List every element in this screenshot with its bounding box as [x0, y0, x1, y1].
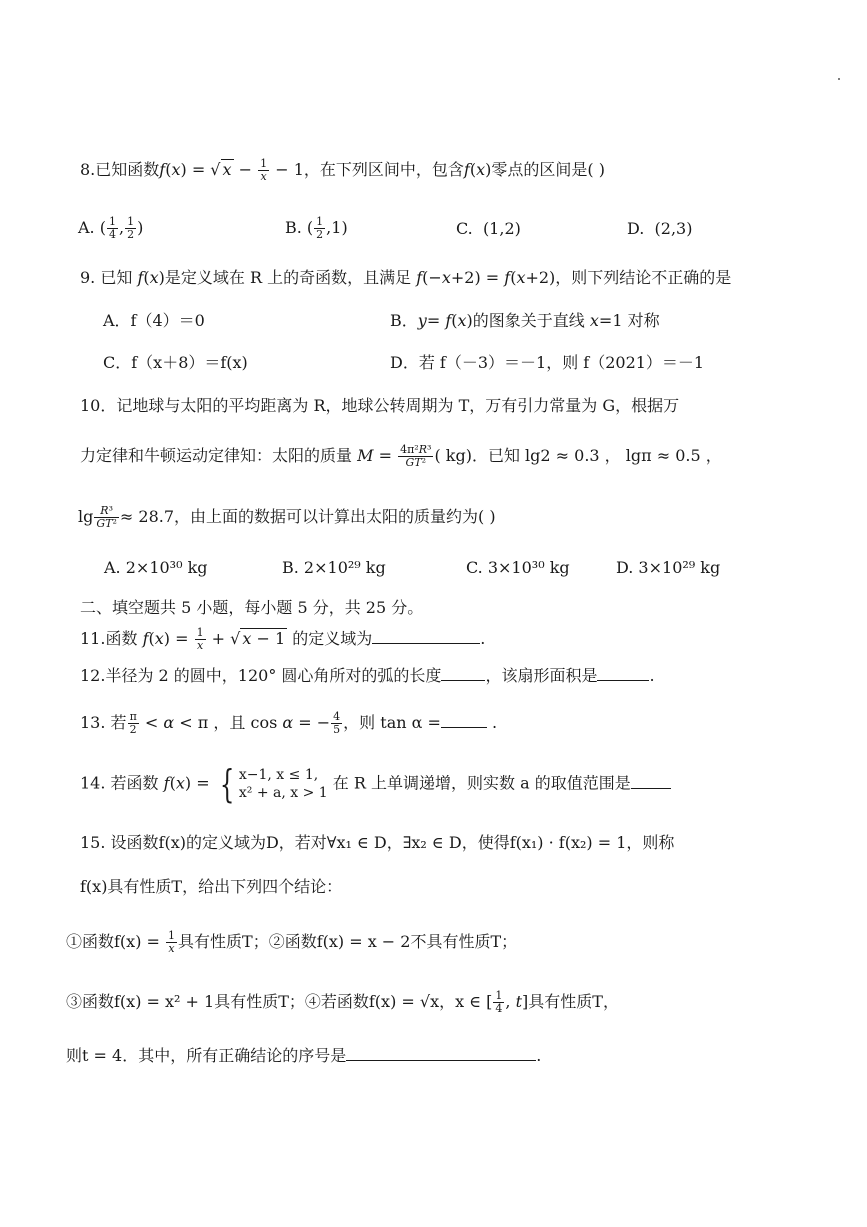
q10-option-c: C. 3×10³⁰ kg — [466, 558, 570, 577]
question-14: 14. 若函数 f(x) = { x−1, x ≤ 1, x² + a, x > 1 在 R 上单调递增，则实数 a 的取值范围是 — [80, 764, 671, 804]
q8-option-d: D. (2,3) — [627, 219, 693, 238]
answer-blank-12a[interactable] — [441, 664, 485, 681]
answer-blank-13[interactable] — [441, 711, 487, 728]
fraction-1-over-x: $\frac{1}{x}$ — [260, 157, 268, 183]
question-10-line1: 10．记地球与太阳的平均距离为 R，地球公转周期为 T，万有引力常量为 G，根据万 — [80, 396, 680, 415]
q9-option-d: D．若 f（－3）＝－1，则 f（2021）＝－1 — [390, 353, 705, 372]
mass-formula: $\frac{\text{4π²R³}}{\text{GT²}}$ — [400, 443, 432, 469]
answer-blank-11[interactable] — [372, 627, 480, 644]
q8-option-a: A. ( $\frac{1}{4}$ , $\frac{1}{2}$ ) — [78, 215, 144, 241]
question-15-line2: f(x)具有性质T，给出下列四个结论： — [80, 877, 343, 896]
answer-blank-12b[interactable] — [597, 664, 649, 681]
q8-option-c: C. (1,2) — [456, 219, 521, 238]
q10-option-b: B. 2×10²⁹ kg — [282, 558, 386, 577]
question-9: 9. 已知 f(x)是定义域在 R 上的奇函数，且满足 f(−x+2) = f(x+2)，则下列结论不正确的是 — [80, 268, 732, 287]
q9-option-c: C．f（x＋8）＝f(x) — [103, 353, 248, 372]
question-12: 12.半径为 2 的圆中，120° 圆心角所对的弧的长度 ，该扇形面积是 . — [80, 666, 655, 685]
q9-option-a: A．f（4）＝0 — [103, 311, 205, 330]
question-15-line1: 15. 设函数f(x)的定义域为D，若对∀x₁ ∈ D，∃x₂ ∈ D，使得f(x₁) · f(x₂) = 1，则称 — [80, 833, 675, 852]
answer-blank-15[interactable] — [346, 1044, 536, 1061]
question-15-line5: 则t = 4．其中，所有正确结论的序号是 . — [66, 1046, 542, 1065]
answer-blank-14[interactable] — [631, 772, 671, 789]
piecewise-cases: x−1, x ≤ 1, x² + a, x > 1 — [238, 767, 328, 801]
q10-option-a: A. 2×10³⁰ kg — [104, 558, 208, 577]
question-15-line3: ①函数f(x) = $\frac{1}{x}$ 具有性质T；②函数f(x) = x − 2不具有性质T； — [66, 929, 518, 955]
q8-option-b: B. ( $\frac{1}{2}$ ,1) — [285, 215, 348, 241]
question-10-line3: lg $\frac{\text{R³}}{\text{GT²}}$ ≈ 28.7，由上面的数据可以计算出太阳的质量约为( ) — [78, 504, 496, 530]
scan-speck — [838, 78, 840, 80]
question-11: 11.函数 f(x) = $\frac{1}{x}$ + √ x − 1 的定义域为 . — [80, 626, 486, 652]
question-10-line2: 力定律和牛顿运动定律知：太阳的质量 M = $\frac{\text{4π²R³}}{\text{GT²}}$ ( kg)．已知 lg2 ≈ 0.3 ， lgπ ≈ 0.5 ， — [80, 443, 722, 469]
q9-option-b: B．y= f(x)的图象关于直线 x=1 对称 — [390, 311, 660, 330]
function-fx: f — [159, 160, 166, 179]
section-2-heading: 二、填空题共 5 小题，每小题 5 分，共 25 分。 — [80, 598, 424, 617]
question-15-line4: ③函数f(x) = x² + 1具有性质T；④若函数f(x) = √x，x ∈ [ $\frac{1}{4}$ , t]具有性质T， — [66, 989, 619, 1015]
q10-option-d: D. 3×10²⁹ kg — [616, 558, 721, 577]
question-8: 8.已知函数f(x) = √ x − $\frac{1}{x}$ − 1，在下列区间中，包含f(x)零点的区间是( ) — [80, 157, 605, 183]
question-13: 13. 若 $\frac{\pi}{2}$ < α < π ，且 cos α = − $\frac{4}{5}$ ，则 tan α = . — [80, 710, 498, 736]
